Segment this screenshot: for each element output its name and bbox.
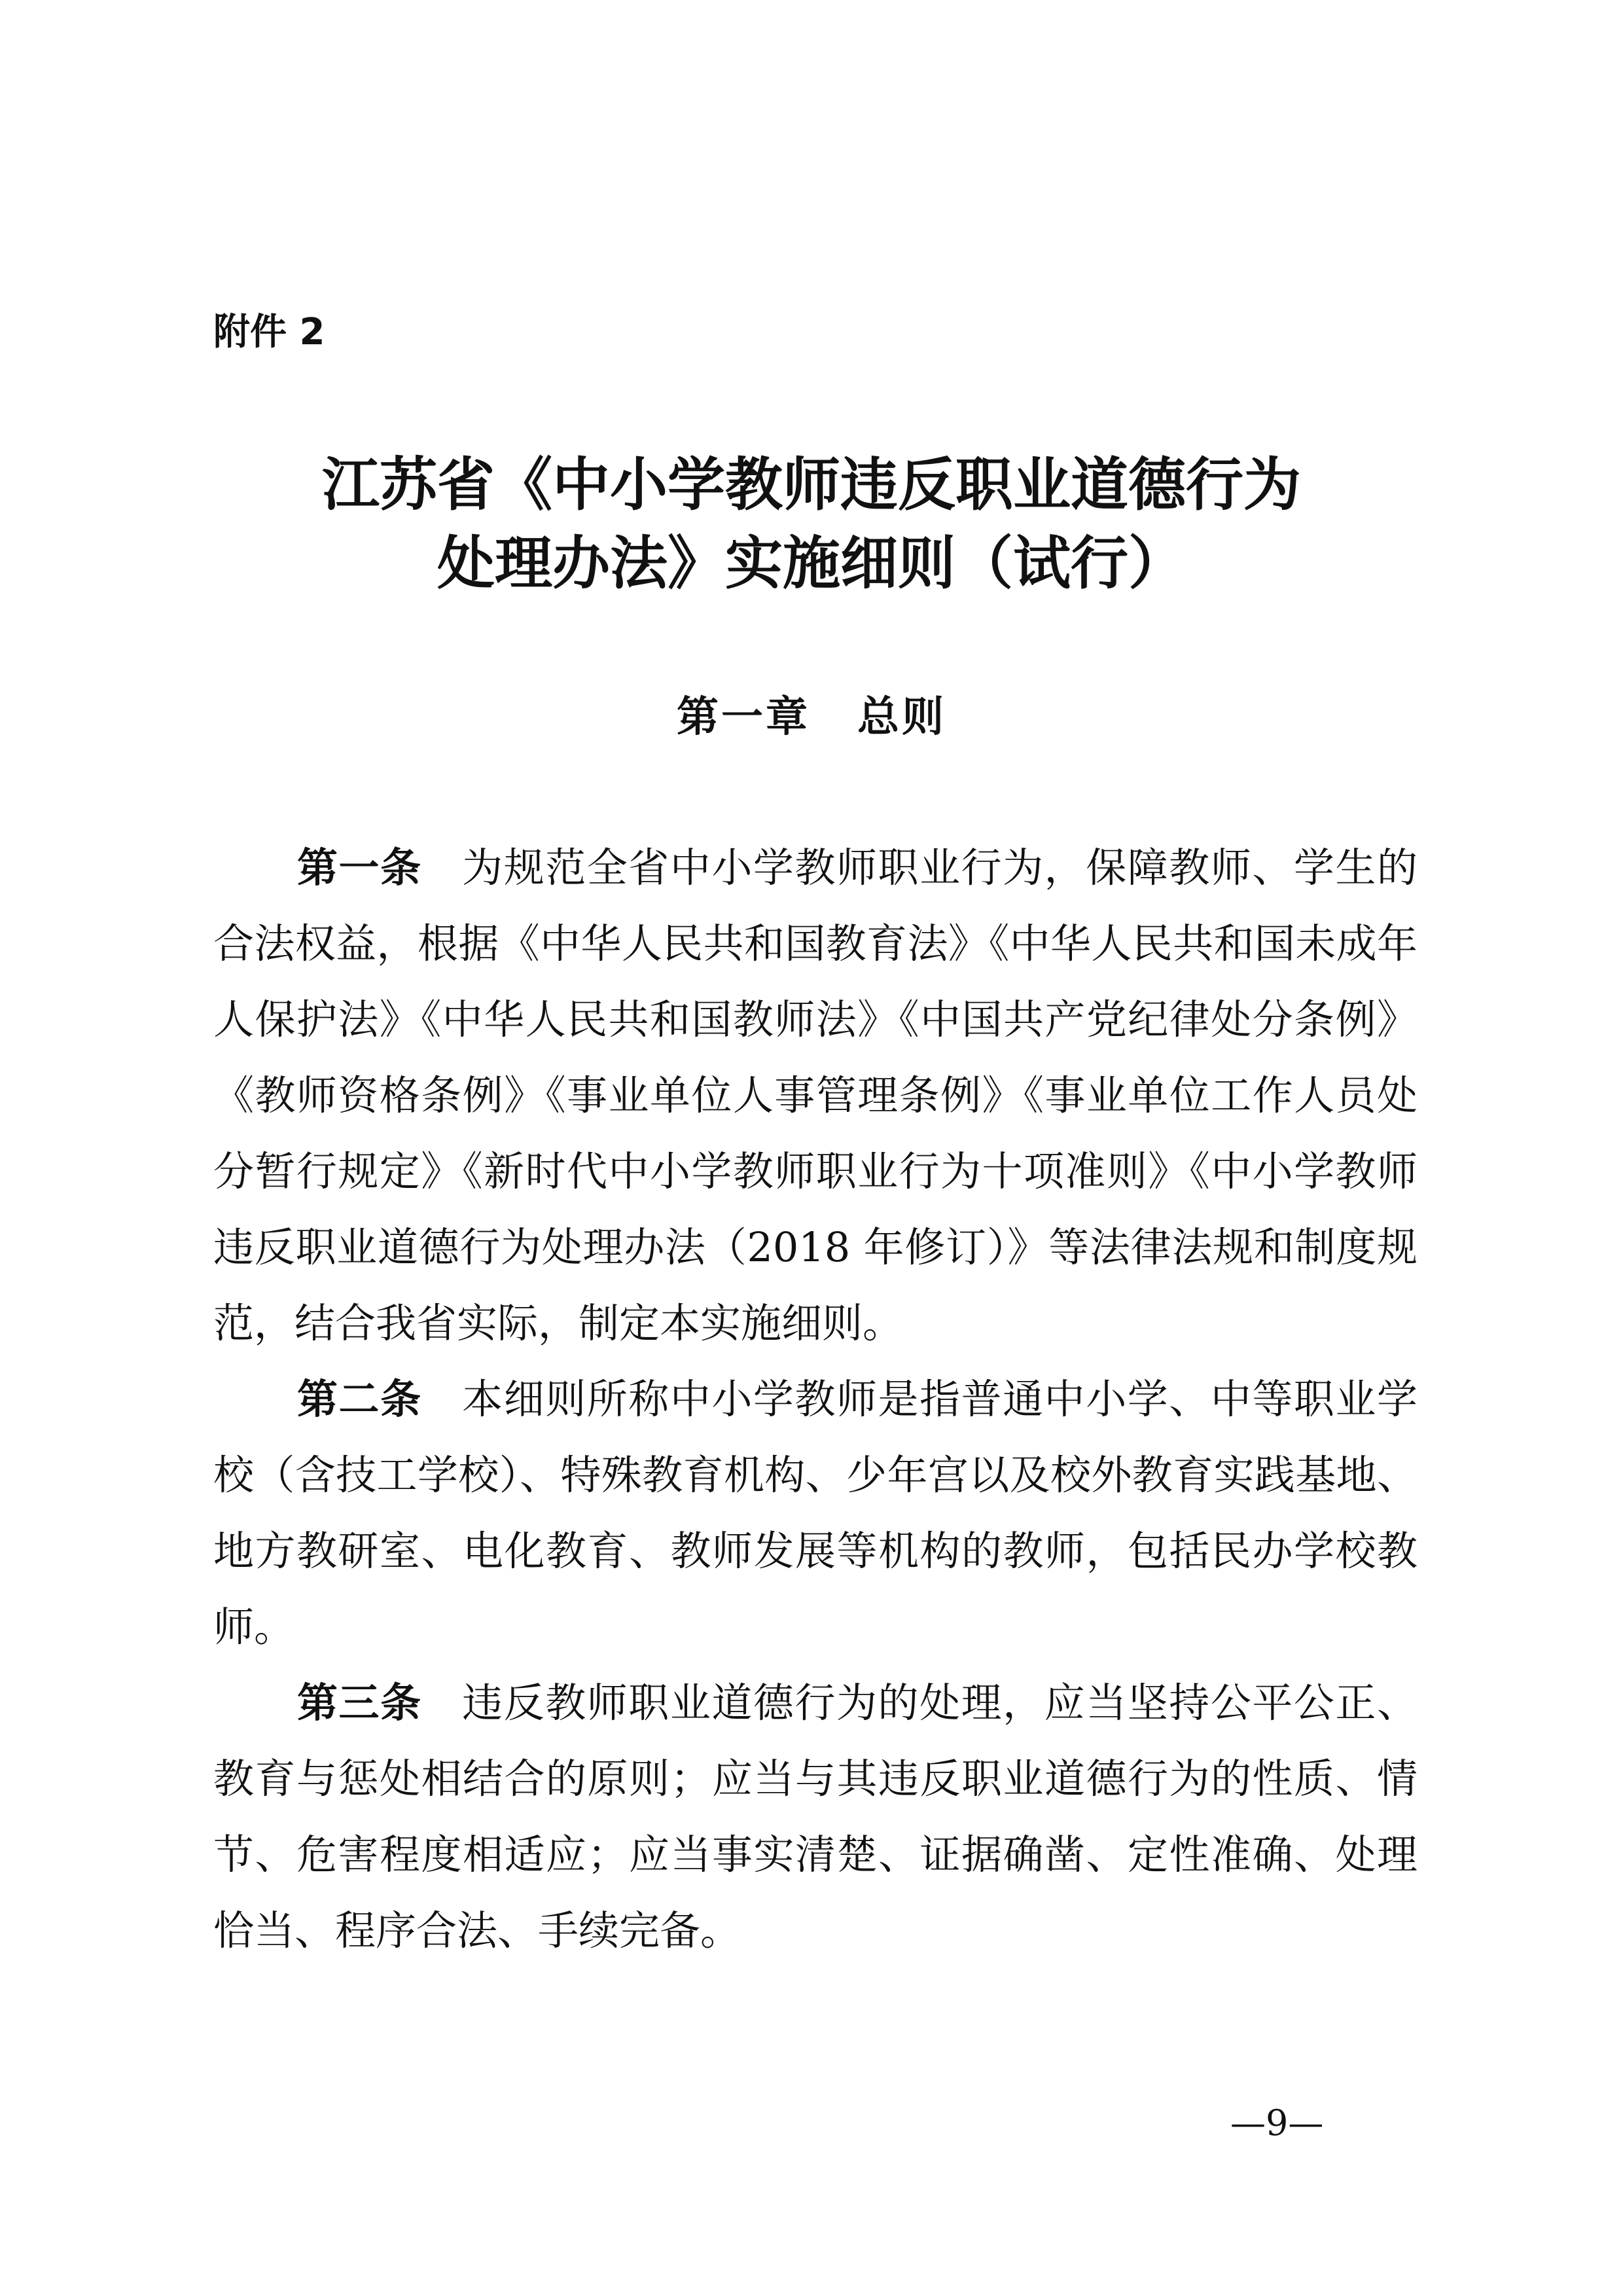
article-label: 第三条: [297, 1679, 422, 1727]
chapter-heading: [0, 686, 1623, 749]
document-body: [213, 830, 1418, 1969]
document-title-line-1: 江苏省《中小学教师违反职业道德行为: [321, 450, 1301, 518]
article-text: 本细则所称中小学教师是指普通中小学、中等职业学校（含技工学校）、特殊教育机构、少年宫以及校外教育实践基地、地方教研室、电化教育、教师发展等机构的教师，包括民办学校教师。: [213, 1375, 1418, 1651]
attachment-label: 附件 2: [213, 311, 325, 353]
article-label: 第一条: [297, 844, 422, 891]
chapter-name: 总则: [857, 693, 946, 742]
page-number: —9—: [1230, 2102, 1324, 2144]
document-title-line-2: 处理办法》实施细则（试行）: [437, 529, 1186, 597]
article-3: [213, 1665, 1418, 1969]
chapter-number: 第一章: [677, 693, 810, 742]
article-text: 违反教师职业道德行为的处理，应当坚持公平公正、教育与惩处相结合的原则；应当与其违反职业道德行为的性质、情节、危害程度相适应；应当事实清楚、证据确凿、定性准确、处理恰当、程序合法、手续完备。: [213, 1679, 1418, 1954]
article-2: [213, 1361, 1418, 1665]
article-text: 为规范全省中小学教师职业行为，保障教师、学生的合法权益，根据《中华人民共和国教育法》《中华人民共和国未成年人保护法》《中华人民共和国教师法》《中国共产党纪律处分条例》《教师资格条例》《事业单位人事管理条例》《事业单位工作人员处分暂行规定》《新时代中小学教师职业行为十项准则》《中小学教师违反职业道德行为处理办法（2018 年修订）》等法律法规和制度规范，结合我省实际，制定本实施细则。: [213, 844, 1418, 1347]
article-label: 第二条: [297, 1375, 422, 1423]
article-1: [213, 830, 1418, 1361]
